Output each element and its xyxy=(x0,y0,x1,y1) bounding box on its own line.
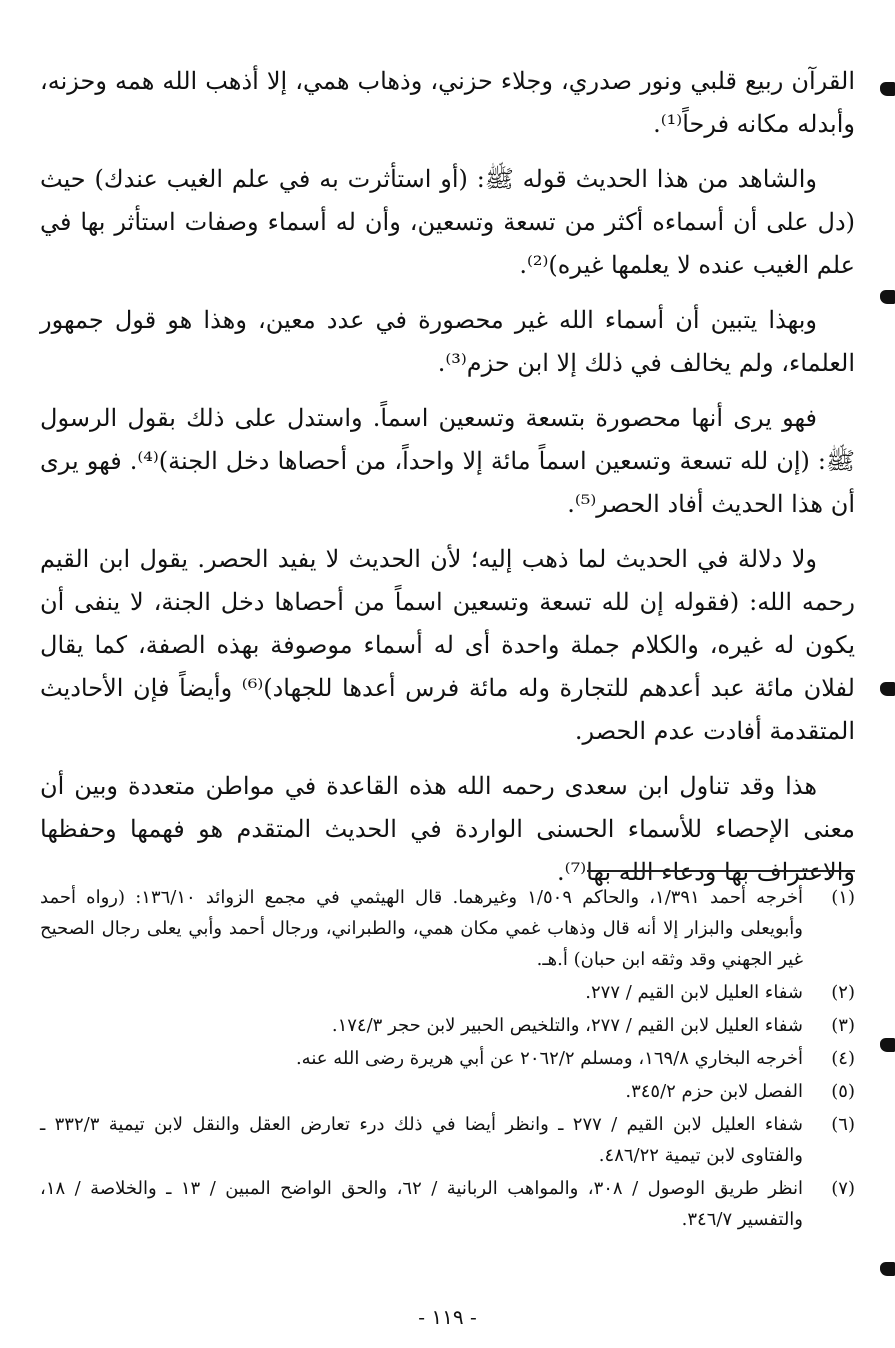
ink-mark xyxy=(880,82,895,96)
footnote-number: (٢) xyxy=(831,982,855,1003)
footnote-3 xyxy=(40,1010,855,1041)
footnote-number: (٤) xyxy=(831,1048,855,1069)
ink-mark xyxy=(880,1038,895,1052)
book-page xyxy=(40,60,855,1348)
paragraph-4: فهو يرى أنها محصورة بتسعة وتسعين اسماً. واستدل على ذلك بقول الرسول ﷺ: (إن لله تسعة وتسعين اسماً مائة إلا واحداً، من أحصاها دخل الجنة)⁽⁴⁾. فهو يرى أن هذا الحديث أفاد الحصر⁽⁵⁾. xyxy=(40,404,855,518)
footnotes xyxy=(40,882,855,1237)
footnote-text: الفصل لابن حزم ٣٤٥/٢. xyxy=(625,1081,803,1102)
ink-mark xyxy=(880,1262,895,1276)
footnote-text: شفاء العليل لابن القيم / ٢٧٧ ـ وانظر أيضا في ذلك درء تعارض العقل والنقل لابن تيمية ٣٣٢/٣ ـ والفتاوى لابن تيمية ٤٨٦/٢٢. xyxy=(40,1114,803,1166)
footnote-number: (١) xyxy=(831,887,855,908)
footnote-4 xyxy=(40,1043,855,1074)
footnote-number: (٧) xyxy=(831,1178,855,1199)
footnote-1 xyxy=(40,882,855,975)
ink-mark xyxy=(880,290,895,304)
paragraph-1: القرآن ربيع قلبي ونور صدري، وجلاء حزني، وذهاب همي، إلا أذهب الله همه وحزنه، وأبدله مكانه فرحاً⁽¹⁾. xyxy=(40,67,855,138)
footnote-text: أخرجه البخاري ١٦٩/٨، ومسلم ٢٠٦٢/٢ عن أبي هريرة رضى الله عنه. xyxy=(295,1048,803,1069)
footnote-7 xyxy=(40,1173,855,1235)
footnote-text: شفاء العليل لابن القيم / ٢٧٧، والتلخيص الحبير لابن حجر ١٧٤/٣. xyxy=(331,1015,803,1036)
footnote-5 xyxy=(40,1076,855,1107)
paragraph-5: ولا دلالة في الحديث لما ذهب إليه؛ لأن الحديث لا يفيد الحصر. يقول ابن القيم رحمه الله: (فقوله إن لله تسعة وتسعين اسماً من أحصاها دخل الجنة، لا ينفى أن يكون له غيره، والكلام جملة واحدة أى له أسماء موصوفة بهذه الصفة، كما يقال لفلان مائة عبد أعدهم للتجارة وله مائة فرس أعدها للجهاد)⁽⁶⁾ وأيضاً فإن الأحاديث المتقدمة أفادت عدم الحصر. xyxy=(40,545,856,745)
footnote-number: (٥) xyxy=(831,1081,855,1102)
footnote-text: شفاء العليل لابن القيم / ٢٧٧. xyxy=(585,982,803,1003)
footnote-number: (٣) xyxy=(831,1015,855,1036)
footnote-6 xyxy=(40,1109,855,1171)
paragraph-3: وبهذا يتبين أن أسماء الله غير محصورة في عدد معين، وهذا هو قول جمهور العلماء، ولم يخالف في ذلك إلا ابن حزم⁽³⁾. xyxy=(40,306,855,377)
ink-mark xyxy=(880,682,895,696)
footnote-text: أخرجه أحمد ١/٣٩١، والحاكم ١/٥٠٩ وغيرهما. قال الهيثمي في مجمع الزوائد ١٣٦/١٠: (رواه أحمد وأبويعلى والبزار إلا أنه قال وذهاب غمي مكان همي، والطبراني، ورجال أحمد وأبي يعلى رجال الصحيح غير الجهني وقد وثقه ابن حبان) أ.هـ. xyxy=(40,887,803,970)
footnote-2 xyxy=(40,977,855,1008)
paragraph-6: هذا وقد تناول ابن سعدى رحمه الله هذه القاعدة في مواطن متعددة وبين أن معنى الإحصاء للأسماء الحسنى الواردة في الحديث المتقدم هو فهمها وحفظها والاعتراف بها ودعاء الله بها⁽⁷⁾. xyxy=(40,772,855,886)
page-number: - ١١٩ - xyxy=(418,1305,477,1329)
footnote-number: (٦) xyxy=(831,1114,855,1135)
main-text xyxy=(40,60,855,894)
footnote-separator xyxy=(587,870,855,872)
footnote-text: انظر طريق الوصول / ٣٠٨، والمواهب الربانية / ٦٢، والحق الواضح المبين / ١٣ ـ والخلاصة / ١٨، والتفسير ٣٤٦/٧. xyxy=(40,1178,804,1230)
paragraph-2: والشاهد من هذا الحديث قوله ﷺ: (أو استأثرت به في علم الغيب عندك) حيث (دل على أن أسماءه أكثر من تسعة وتسعين، وأن له أسماء وصفات استأثر بها في علم الغيب عنده لا يعلمها غيره)⁽²⁾. xyxy=(40,165,855,279)
